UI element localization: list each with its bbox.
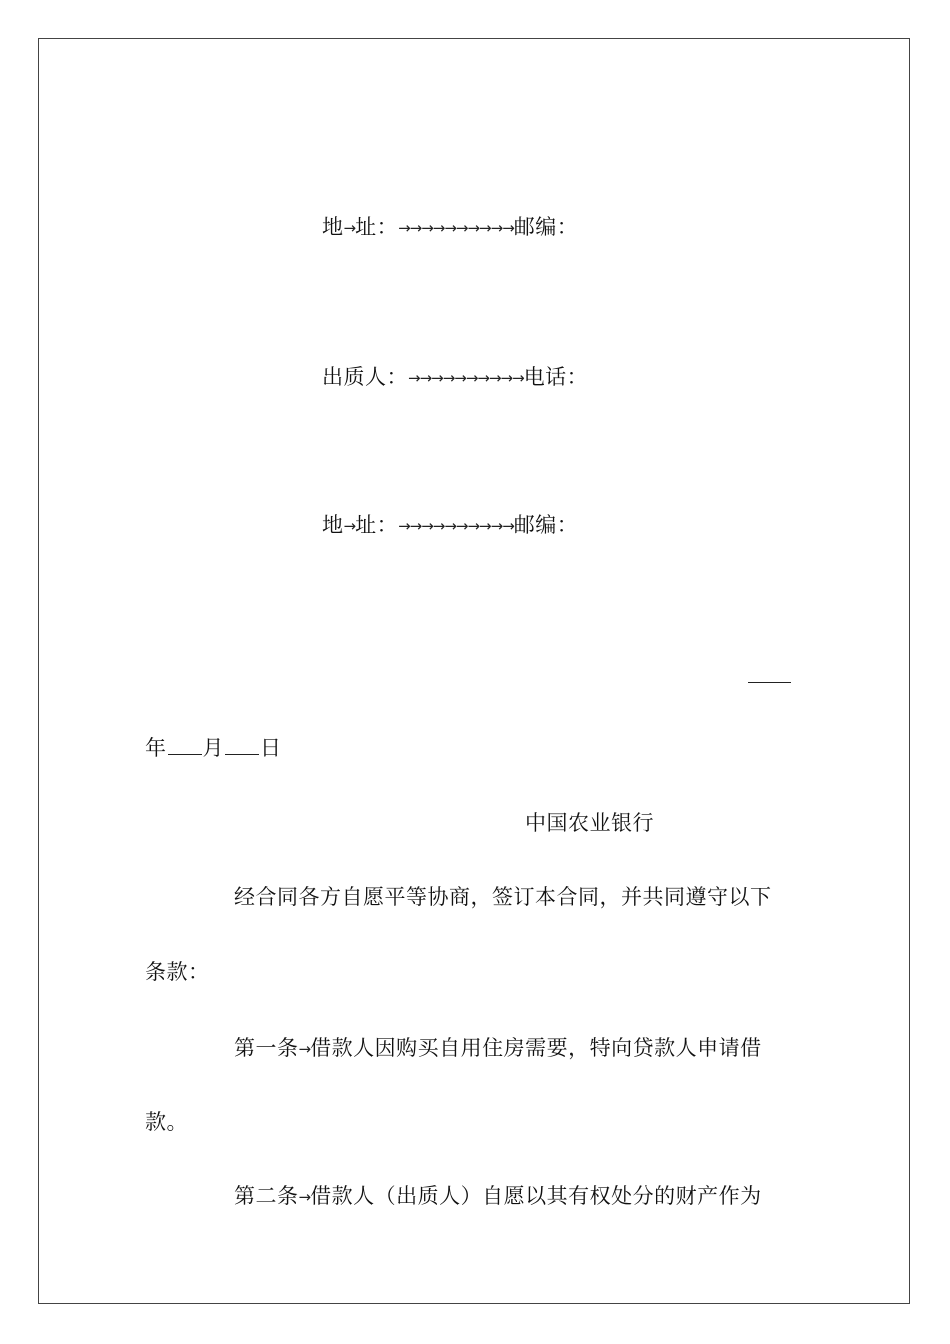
article-2-heading: 第二条 xyxy=(234,1184,299,1208)
day-label: 日 xyxy=(260,736,282,760)
tab-arrow-icon: → xyxy=(343,517,356,535)
month-blank xyxy=(168,736,202,755)
article-2-text: 借款人（出质人）自愿以其有权处分的财产作为 xyxy=(310,1184,762,1208)
address-line-2 xyxy=(322,510,578,541)
address-label-b: 址： xyxy=(355,215,399,239)
phone-label: 电话： xyxy=(523,365,589,389)
address-label-b: 址： xyxy=(355,513,399,537)
address-label-a: 地 xyxy=(322,215,344,239)
tab-arrow-icon: → xyxy=(298,1040,311,1058)
tab-arrows-icon: →→→→→→→→→→ xyxy=(398,517,514,535)
tab-arrows-icon: →→→→→→→→→→ xyxy=(398,219,514,237)
year-label: 年 xyxy=(145,736,167,760)
article-2-line-1 xyxy=(234,1181,762,1212)
tab-arrow-icon: → xyxy=(343,219,356,237)
intro-paragraph-line-2: 条款： xyxy=(145,960,210,984)
intro-paragraph-line-1: 经合同各方自愿平等协商，签订本合同，并共同遵守以下 xyxy=(234,885,772,909)
tab-arrow-icon: → xyxy=(298,1188,311,1206)
postcode-label: 邮编： xyxy=(513,513,579,537)
date-line xyxy=(145,733,282,763)
article-1-heading: 第一条 xyxy=(234,1036,299,1060)
tab-arrows-icon: →→→→→→→→→→ xyxy=(408,369,524,387)
year-blank-line xyxy=(748,682,791,683)
address-line-1 xyxy=(322,212,578,243)
article-1-text: 借款人因购买自用住房需要，特向贷款人申请借 xyxy=(310,1036,762,1060)
pledgor-line xyxy=(322,362,588,393)
article-1-line-1 xyxy=(234,1033,762,1064)
address-label-a: 地 xyxy=(322,513,344,537)
bank-name: 中国农业银行 xyxy=(525,811,654,835)
day-blank xyxy=(225,736,259,755)
article-1-line-2: 款。 xyxy=(145,1110,188,1134)
postcode-label: 邮编： xyxy=(513,215,579,239)
pledgor-label: 出质人： xyxy=(322,365,408,389)
month-label: 月 xyxy=(202,736,224,760)
